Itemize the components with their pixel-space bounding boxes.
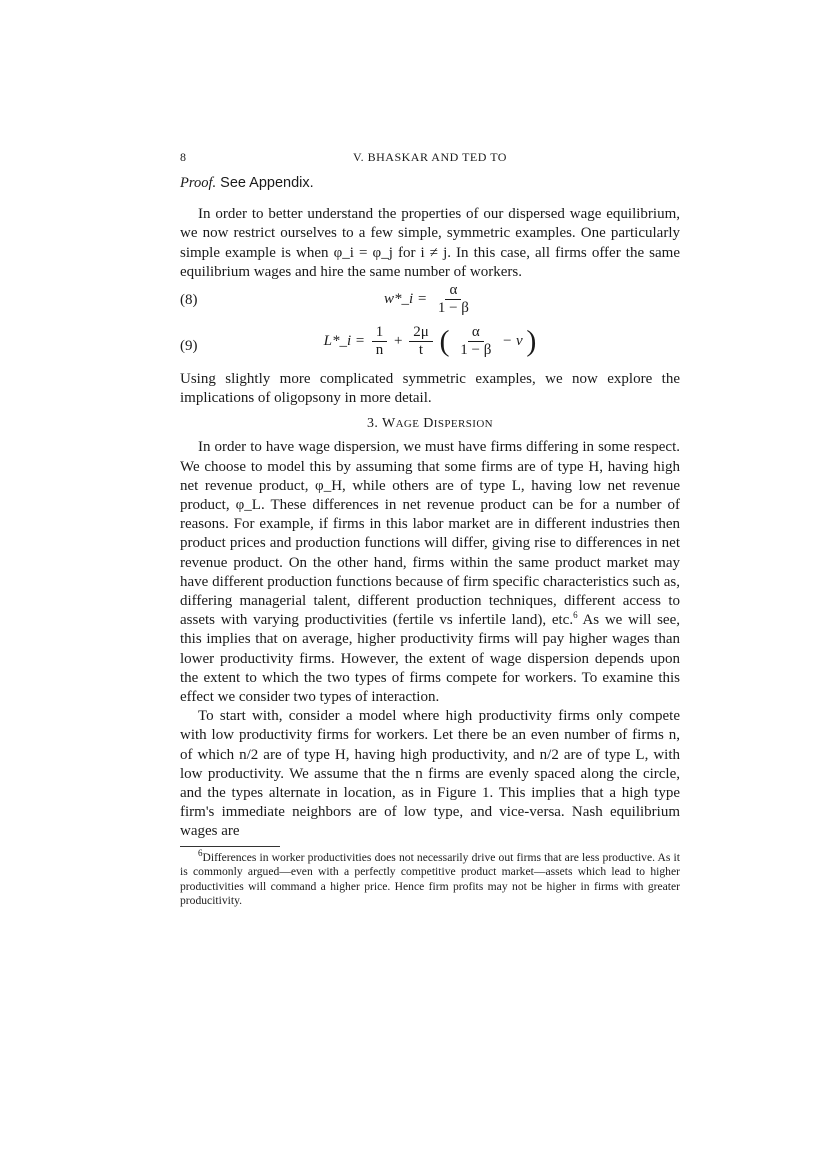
footnote-number: 6: [198, 847, 203, 858]
right-paren: ): [526, 324, 537, 358]
page-number: 8: [180, 150, 187, 164]
footnote-text: Differences in worker productivities does not necessarily drive out firms that are less productive. As it is commonly argued—even with a perfectly competitive product market—assets which lead to higher productivities will command a higher price. Hence firm profits may not be higher in firms with greater producitivity.: [180, 850, 680, 907]
equation-9: [180, 324, 680, 370]
proof-line: [180, 174, 680, 193]
equation-9-body: [180, 324, 680, 359]
equation-8-body: [180, 282, 680, 317]
equation-9-plus: +: [394, 332, 403, 349]
footnote-marker: 6: [573, 610, 578, 621]
equation-9-minus-v: − v: [502, 332, 523, 349]
footnote-6: [180, 847, 680, 909]
equation-9-fraction-3: [456, 324, 495, 359]
equation-9-inner-num: α: [468, 324, 484, 342]
proof-text: See Appendix.: [216, 175, 314, 191]
paper-page: [180, 150, 680, 908]
paragraph-2: Using slightly more complicated symmetric examples, we now explore the implications of oligopsony in more detail.: [180, 371, 680, 407]
page-header: [180, 150, 680, 170]
equation-8: [180, 282, 680, 320]
paragraph-1: In order to better understand the properties of our dispersed wage equilibrium, we now restrict ourselves to a few simple, symmetric examples. One particularly simple example is when φ_i = φ_j for i ≠ j. In this case, all firms offer the same equilibrium wages and hire the same number of workers.: [180, 206, 680, 280]
equation-8-number: (8): [180, 292, 198, 309]
section-heading: [180, 416, 680, 432]
section-number: 3.: [366, 416, 379, 432]
equation-9-term1-den: n: [375, 342, 384, 359]
running-title: V. BHASKAR AND TED TO: [353, 150, 507, 164]
equation-8-numerator: α: [445, 282, 461, 300]
proof-label: Proof.: [180, 175, 217, 191]
equation-9-fraction-2: [409, 324, 433, 359]
paragraph-4: To start with, consider a model where high productivity firms only compete with low productivity firms for workers. Let there be an even number of firms n, of which n/2 are of type H, having high productivity, and n/2 are of type L, with low productivity. We assume that the n firms are evenly spaced along the circle, and the types alternate in location, as in Figure 1. This implies that a high type firm's immediate neighbors are of low type, and vice-versa. Nash equilibrium wages are: [180, 708, 680, 840]
equation-9-fraction-1: [372, 324, 388, 359]
equation-8-denominator: 1 − β: [437, 300, 469, 317]
section-title: WAGE DISPERSION: [381, 416, 494, 432]
footnote-rule: [180, 846, 280, 847]
equation-9-number: (9): [180, 338, 198, 355]
left-paren: (: [439, 324, 450, 358]
equation-9-term1-num: 1: [372, 324, 388, 342]
equation-9-term2-num: 2μ: [409, 324, 433, 342]
equation-9-inner-den: 1 − β: [460, 342, 492, 359]
equation-9-term2-den: t: [418, 342, 424, 359]
equation-9-lhs: L*_i =: [323, 332, 365, 349]
paragraph-3: In order to have wage dispersion, we must have firms differing in some respect. We choose to model this by assuming that some firms are of type H, having high net revenue product, φ_H, while others are of type L, having low net revenue product, φ_L. These differences in net revenue product can be for a number of reasons. For example, if firms in this labor market are in different industries then product prices and production functions will differ, giving rise to differences in net revenue product. On the other hand, firms within the same product market may have different production functions because of firm specific characteristics such as, differing managerial talent, different production techniques, different access to assets with varying productivities (fertile vs infertile land), etc.$^6$ As we will see, this implies that on average, higher productivity firms will pay higher wages than lower productivity firms. However, the extent of wage dispersion depends upon the extent to which the two types of firms compete for workers. To examine this effect we consider two types of interaction.: [180, 439, 680, 706]
equation-8-fraction: [434, 282, 473, 317]
equation-8-lhs: w*_i =: [384, 290, 428, 307]
